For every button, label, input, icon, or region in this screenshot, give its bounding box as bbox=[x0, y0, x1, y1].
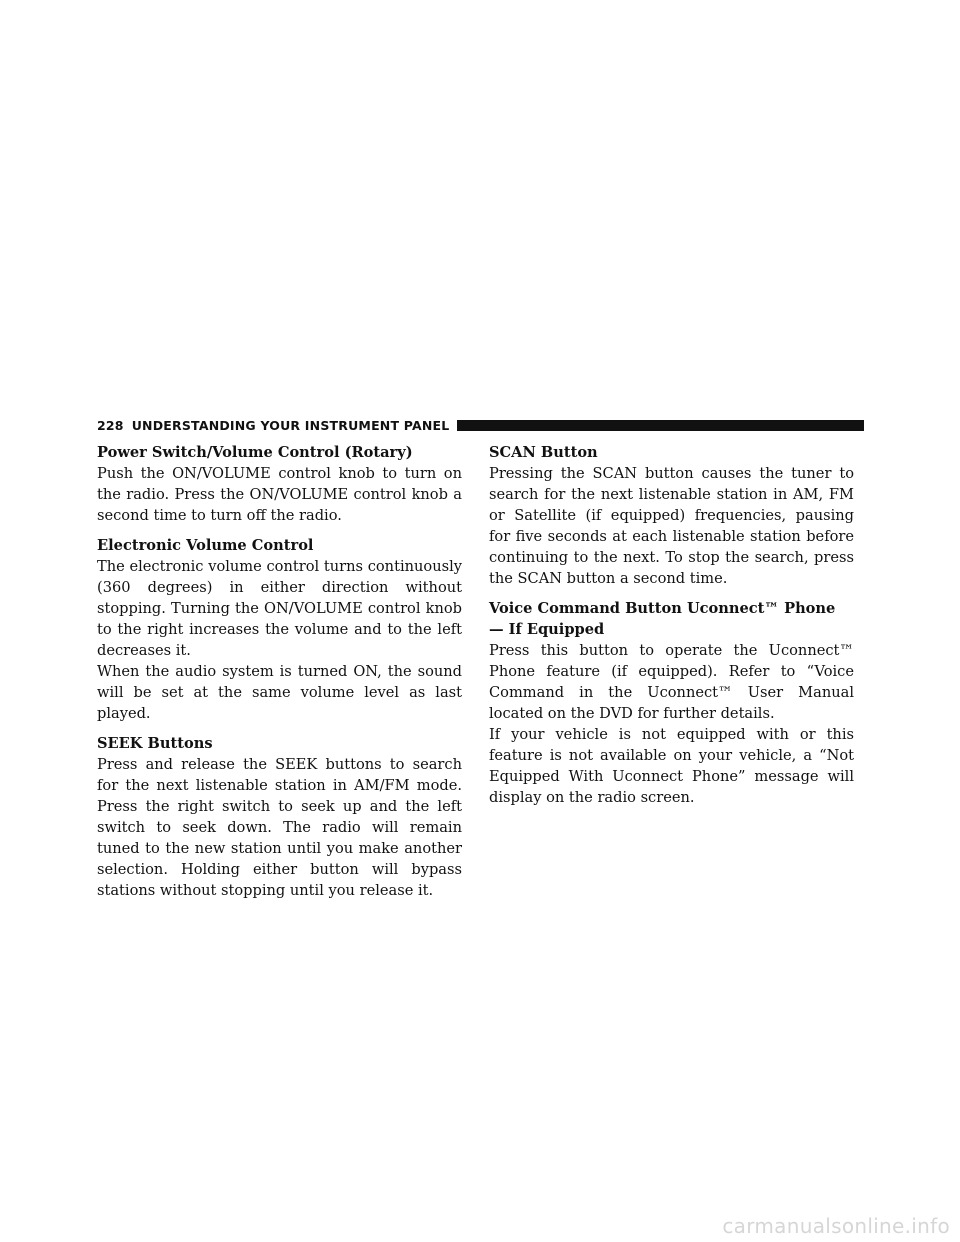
section-paragraph: When the audio system is turned ON, the sound will be set at the same volume level as last played. bbox=[97, 663, 462, 722]
page-header bbox=[97, 418, 864, 432]
section-paragraph: If your vehicle is not equipped with or this feature is not available on your vehicle, a “Not Equipped With Uconnect Phone” message will display on the radio screen. bbox=[489, 726, 854, 806]
left-column bbox=[97, 442, 462, 901]
section-heading: Voice Command Button Uconnect™ Phone — If Equipped bbox=[489, 600, 836, 638]
section-heading: Electronic Volume Control bbox=[97, 537, 314, 554]
header-rule bbox=[457, 420, 864, 431]
section-scan-button bbox=[489, 442, 854, 589]
section-heading: SEEK Buttons bbox=[97, 735, 213, 752]
page-number: 228 bbox=[97, 417, 124, 433]
section-heading: SCAN Button bbox=[489, 444, 598, 461]
section-title: UNDERSTANDING YOUR INSTRUMENT PANEL bbox=[131, 417, 450, 433]
section-power-switch bbox=[97, 442, 462, 526]
section-seek-buttons bbox=[97, 733, 462, 901]
section-paragraph: Press this button to operate the Uconnect™ Phone feature (if equipped). Refer to “Voice Command in the Uconnect™ User Manual located on the DVD for further details. bbox=[489, 642, 854, 722]
watermark: carmanualsonline.info bbox=[722, 1214, 950, 1238]
section-paragraph: Pressing the SCAN button causes the tuner to search for the next listenable station in AM, FM or Satellite (if equipped) frequencies, pausing for five seconds at each listenable station before continuing to the next. To stop the search, press the SCAN button a second time. bbox=[489, 465, 854, 587]
section-heading: Power Switch/Volume Control (Rotary) bbox=[97, 444, 413, 461]
right-column bbox=[489, 442, 854, 808]
section-electronic-volume bbox=[97, 535, 462, 724]
section-paragraph: The electronic volume control turns continuously (360 degrees) in either direction without stopping. Turning the ON/VOLUME control knob to the right increases the volume and to the left decreases it. bbox=[97, 558, 462, 659]
section-paragraph: Press and release the SEEK buttons to search for the next listenable station in AM/FM mode. Press the right switch to seek up and the left switch to seek down. The radio will remain tuned to the new station until you make another selection. Holding either button will bypass stations without stopping until you release it. bbox=[97, 756, 462, 899]
section-voice-command bbox=[489, 598, 854, 808]
section-paragraph: Push the ON/VOLUME control knob to turn on the radio. Press the ON/VOLUME control knob a second time to turn off the radio. bbox=[97, 465, 462, 524]
